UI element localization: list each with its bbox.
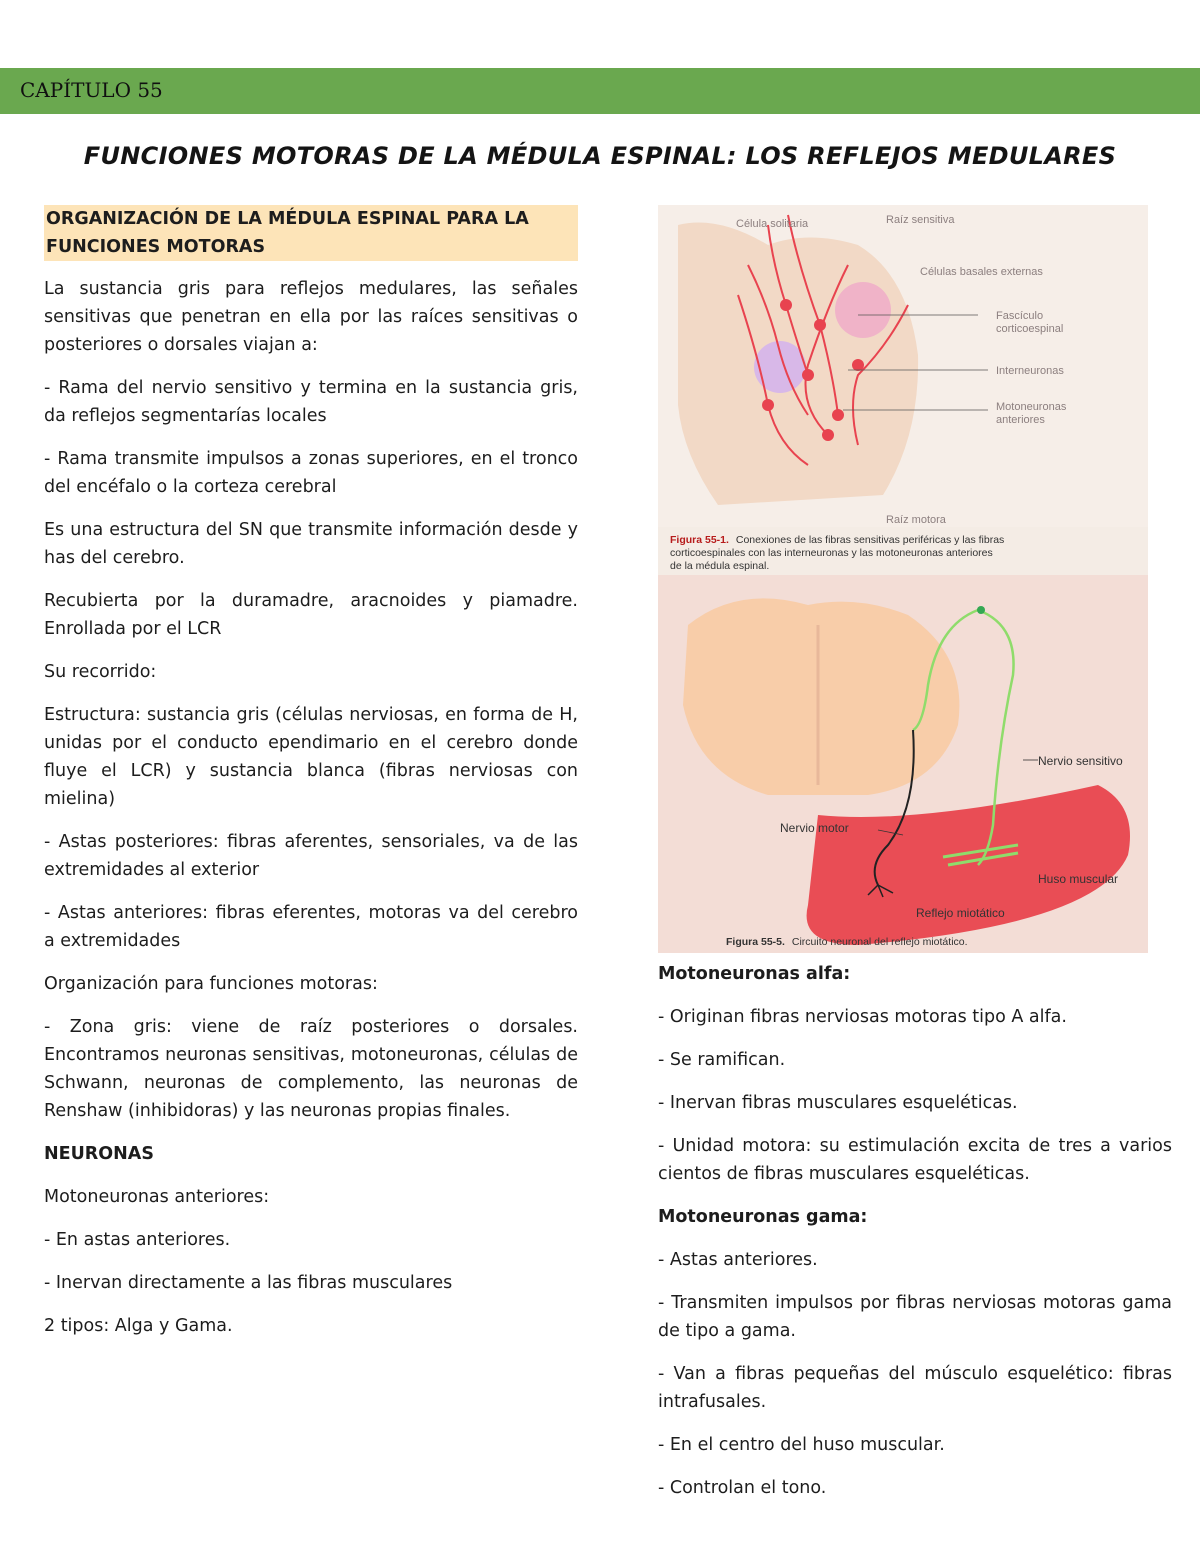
gama-heading: Motoneuronas gama:	[658, 1207, 868, 1227]
label-interneuronas: Interneuronas	[996, 365, 1064, 377]
list-item: - En el centro del huso muscular.	[658, 1435, 945, 1455]
list-item: - Transmiten impulsos por fibras nerviosas motoras gama de tipo a gama.	[658, 1293, 1172, 1341]
figure-1-caption: Figura 55-1. Conexiones de las fibras sensitivas periféricas y las fibras	[670, 534, 1005, 546]
paragraph: Es una estructura del SN que transmite información desde y has del cerebro.	[44, 520, 578, 568]
paragraph: - En astas anteriores.	[44, 1230, 231, 1250]
alfa-heading: Motoneuronas alfa:	[658, 964, 851, 984]
right-column	[658, 960, 1172, 1517]
list-item: - Astas anteriores.	[658, 1250, 818, 1270]
label-raiz-motora: Raíz motora	[886, 514, 946, 526]
section-heading-organizacion: ORGANIZACIÓN DE LA MÉDULA ESPINAL PARA LA FUNCIONES MOTORAS	[44, 205, 578, 261]
paragraph: - Inervan directamente a las fibras musculares	[44, 1273, 453, 1293]
paragraph: - Astas anteriores: fibras eferentes, motoras va del cerebro a extremidades	[44, 903, 578, 951]
figure-1-caption-line-3: de la médula espinal.	[670, 560, 770, 572]
label-corticoespinal: corticoespinal	[996, 323, 1064, 335]
label-motoneuronas: Motoneuronas	[996, 401, 1067, 413]
paragraph: - Rama del nervio sensitivo y termina en la sustancia gris, da reflejos segmentarías locales	[44, 378, 578, 426]
paragraph: - Rama transmite impulsos a zonas superiores, en el tronco del encéfalo o la corteza cerebral	[44, 449, 578, 497]
paragraph: Recubierta por la duramadre, aracnoides y piamadre. Enrollada por el LCR	[44, 591, 578, 639]
sensory-ganglion	[977, 606, 985, 614]
left-column	[44, 205, 578, 1355]
label-fasciculo: Fascículo	[996, 310, 1044, 322]
neuronas-heading: NEURONAS	[44, 1144, 154, 1164]
paragraph: - Astas posteriores: fibras aferentes, sensoriales, va de las extremidades al exterior	[44, 832, 578, 880]
chapter-label: CAPÍTULO 55	[20, 78, 163, 102]
list-item: - Controlan el tono.	[658, 1478, 827, 1498]
list-item: - Inervan fibras musculares esqueléticas.	[658, 1093, 1018, 1113]
label-celulas-basales: Células basales externas	[920, 266, 1043, 278]
paragraph: Motoneuronas anteriores:	[44, 1187, 270, 1207]
page-title: FUNCIONES MOTORAS DE LA MÉDULA ESPINAL: LOS REFLEJOS MEDULARES	[83, 142, 1117, 170]
paragraph: Organización para funciones motoras:	[44, 974, 378, 994]
list-item: - Van a fibras pequeñas del músculo esquelético: fibras intrafusales.	[658, 1364, 1172, 1412]
label-nervio-motor: Nervio motor	[780, 821, 849, 835]
figure-5-caption: Figura 55-5. Circuito neuronal del reflejo miotático.	[726, 936, 968, 948]
paragraph: Estructura: sustancia gris (células nerviosas, en forma de H, unidas por el conducto ependimario en el cerebro donde fluye el LCR) y sustancia blanca (fibras nerviosas con mielina)	[44, 705, 578, 809]
spinal-cord-figure	[658, 205, 1148, 953]
figure-illustration	[658, 205, 1148, 953]
paragraph: La sustancia gris para reflejos medulares, las señales sensitivas que penetran en ella por las raíces sensitivas o posteriores o dorsales viajan a:	[44, 279, 578, 355]
list-item: - Originan fibras nerviosas motoras tipo A alfa.	[658, 1007, 1067, 1027]
label-reflejo-miotatico: Reflejo miotático	[916, 906, 1005, 920]
paragraph: - Zona gris: viene de raíz posteriores o dorsales. Encontramos neuronas sensitivas, motoneuronas, células de Schwann, neuronas de complemento, las neuronas de Renshaw (inhibidoras) y las neuronas propias finales.	[44, 1017, 578, 1121]
corticospinal-tract	[835, 282, 891, 338]
label-huso-muscular: Huso muscular	[1038, 872, 1119, 886]
spinal-cord-cross-section	[683, 598, 959, 795]
chapter-bar	[0, 68, 1200, 114]
paragraph: 2 tipos: Alga y Gama.	[44, 1316, 233, 1336]
label-celula-solitaria: Célula solitaria	[736, 218, 809, 230]
paragraph: Su recorrido:	[44, 662, 157, 682]
list-item: - Unidad motora: su estimulación excita de tres a varios cientos de fibras musculares esqueléticas.	[658, 1136, 1172, 1184]
figure-1-caption-line-2: corticoespinales con las interneuronas y las motoneuronas anteriores	[670, 547, 993, 559]
label-anteriores: anteriores	[996, 414, 1045, 426]
label-raiz-sensitiva: Raíz sensitiva	[886, 214, 955, 226]
list-item: - Se ramifican.	[658, 1050, 786, 1070]
label-nervio-sensitivo: Nervio sensitivo	[1038, 754, 1123, 768]
